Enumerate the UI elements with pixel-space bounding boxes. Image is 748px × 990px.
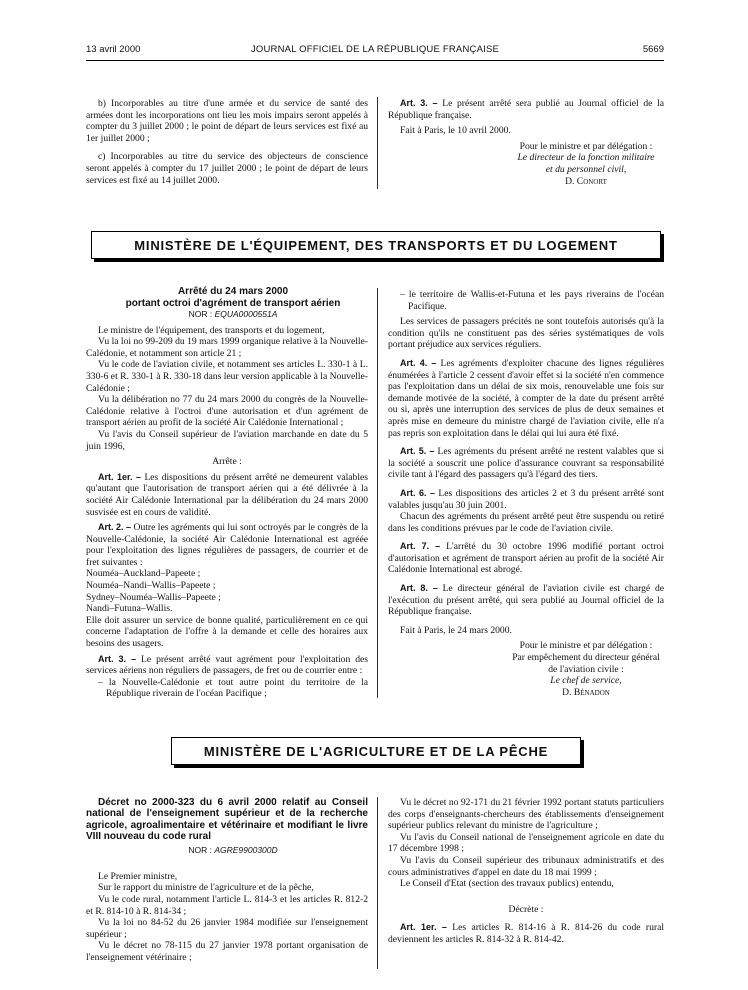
- paragraph-b: b) Incorporables au titre d'une armée et du service de santé des armées dont les incorporations ont lieu les mois impairs seront appelés à compter du 3 juillet 2000 ; le point de départ de leurs services est fixé au 1er juillet 2000 ;: [86, 98, 368, 144]
- decret-paragraph: Vu l'avis du Conseil national de l'enseignement agricole en date du 17 décembre 1998 ;: [388, 831, 664, 855]
- paragraph-c: c) Incorporables au titre du service des objecteurs de conscience seront appelés à compter du 17 juillet 2000 ; le point de départ de leurs services est fixé au 14 juillet 2000.: [86, 151, 368, 186]
- article-label: Art. 6. –: [400, 487, 435, 498]
- article-text: Le présent arrêté sera publié au Journal officiel de la République française.: [388, 98, 664, 121]
- arrete-subtitle: portant octroi d'agrément de transport aérien: [125, 297, 341, 309]
- article-text: Les articles R. 814-16 à R. 814-26 du code rural deviennent les articles R. 814-32 à R. 814-42.: [388, 922, 664, 945]
- route-item: Nouméa–Auckland–Papeete ;: [86, 568, 201, 580]
- decret-paragraph: Vu la loi no 84-52 du 26 janvier 1984 modifiée sur l'enseignement supérieur ;: [86, 917, 368, 940]
- ministry-banner: MINISTÈRE DE L'ÉQUIPEMENT, DES TRANSPORTS ET DU LOGEMENT: [91, 231, 661, 259]
- article-label: Art. 3. –: [98, 653, 137, 664]
- article-paragraph: Elle doit assurer un service de bonne qualité, particulièrement en ce qui concerne l'adaptation de l'offre à la demande et celle des horaires aux besoins des usagers.: [86, 614, 368, 650]
- page-number: 5669: [642, 44, 664, 55]
- signatory-name: D. Conort: [565, 175, 607, 187]
- article-label: Art. 1er. –: [400, 922, 447, 933]
- intro-paragraph: Vu la délibération no 77 du 24 mars 2000 du congrès de la Nouvelle-Calédonie relative à l'octroi d'une autorisation et d'un agrément de transport aérien au profit de la société Air Calédonie International ;: [86, 394, 368, 429]
- done-at: Fait à Paris, le 24 mars 2000.: [400, 624, 512, 636]
- issue-date: 13 avril 2000: [86, 44, 141, 55]
- signature-line: Le directeur de la fonction militaire: [517, 152, 655, 164]
- article-text: Les dispositions des articles 2 et 3 du présent arrêté sont valables jusqu'au 30 juin 2001.: [388, 487, 665, 511]
- route-item: Nouméa–Nandi–Wallis–Papeete ;: [86, 580, 216, 592]
- article-text: Le directeur général de l'aviation civile est chargé de l'exécution du présent arrêté, qui sera publié au Journal officiel de la République française.: [388, 583, 664, 618]
- article-paragraph: Chacun des agréments du présent arrêté peut être suspendu ou retiré dans les conditions prévues par le code de l'aviation civile.: [388, 511, 664, 534]
- article-label: Art. 3. –: [400, 98, 438, 108]
- ministry-banner: MINISTÈRE DE L'AGRICULTURE ET DE LA PÊCHE: [171, 737, 581, 765]
- arrete-word: Arrête :: [212, 456, 242, 468]
- route-item: Sydney–Nouméa–Wallis–Papeete ;: [86, 591, 221, 603]
- running-header: [86, 44, 664, 58]
- article-text: Les agréments du présent arrêté ne restent valables que si la société a souscrit une police d'assurance couvrant sa responsabilité civile tant à l'égard des passagers qu'à l'égard des tiers.: [388, 446, 664, 481]
- signature-line: et du personnel civil,: [545, 163, 627, 175]
- journal-title: JOURNAL OFFICIEL DE LA RÉPUBLIQUE FRANÇAISE: [250, 44, 500, 55]
- top-right-column: [388, 98, 664, 187]
- decret-paragraph: Vu le décret no 78-115 du 27 janvier 1978 portant organisation de l'enseignement vétérinaire ;: [86, 940, 368, 963]
- column-divider: [377, 97, 378, 189]
- article-text: Le présent arrêté vaut agrément pour l'exploitation des services aériens non réguliers de passagers, de fret ou de courrier entre :: [86, 653, 368, 677]
- decrete-word: Décrète :: [508, 903, 544, 915]
- decret-paragraph: Le Premier ministre,: [98, 870, 178, 882]
- arrete-right-column: [388, 289, 664, 698]
- nor-code: AGRE9900300D: [214, 845, 278, 856]
- article-text: Les dispositions du présent arrêté ne demeurent valables qu'autant que l'autorisation de transport aérien qui a été délivrée à la société Air Calédonie International par la délibération du 24 mars 2000 susvisée est en cours de validité.: [86, 471, 369, 518]
- list-item: – la Nouvelle-Calédonie et tout autre point du territoire de la République riverain de l'océan Pacifique ;: [98, 676, 368, 700]
- decret-title: Décret no 2000-323 du 6 avril 2000 relatif au Conseil national de l'enseignement supérieur et de la recherche agricole, agroalimentaire et vétérinaire et modifiant le livre VIII nouveau du code rural: [86, 797, 368, 842]
- decret-paragraph: Sur le rapport du ministre de l'agriculture et de la pêche,: [98, 882, 314, 894]
- column-divider: [377, 288, 378, 698]
- decret-right-column: [388, 797, 664, 946]
- article-text: Outre les agréments qui lui sont octroyés par le congrès de la Nouvelle-Calédonie, la société Air Calédonie International est agréée pour l'exploitation des lignes régulières de passagers, de courrier et de fret suivantes :: [86, 522, 368, 568]
- signature-line: Par empêchement du directeur général: [512, 652, 660, 664]
- decret-paragraph: Vu le code rural, notamment l'article L. 814-3 et les articles R. 812-2 et R. 814-10 à R. 814-34 ;: [86, 893, 368, 917]
- signature-line: de l'aviation civile :: [548, 663, 624, 675]
- decret-paragraph: Vu l'avis du Conseil supérieur des tribunaux administratifs et des cours administratives d'appel en date du 18 mai 1999 ;: [388, 854, 664, 878]
- top-left-column: [86, 98, 368, 186]
- intro-paragraph: Vu le code de l'aviation civile, et notamment ses articles L. 330-1 à L. 330-6 et R. 330-1 à R. 330-18 dans leur version applicable à la Nouvelle-Calédonie ;: [86, 359, 368, 394]
- decret-paragraph: Vu le décret no 92-171 du 21 février 1992 portant statuts particuliers des corps d'enseignants-chercheurs des établissements d'enseignement supérieur publics relevant du ministre de l'agriculture ;: [388, 797, 664, 832]
- nor-reference: NOR : EQUA0000551A: [188, 309, 278, 319]
- arrete-title: Arrêté du 24 mars 2000: [177, 286, 289, 297]
- list-item: – le territoire de Wallis-et-Futuna et les pays riverains de l'océan Pacifique.: [400, 289, 664, 312]
- nor-code: EQUA0000551A: [214, 309, 278, 319]
- nor-reference: NOR : AGRE9900300D: [188, 845, 278, 856]
- article-label: Art. 2. –: [98, 522, 132, 533]
- column-divider: [377, 797, 378, 969]
- signature-line: Pour le ministre et par délégation :: [519, 140, 653, 152]
- route-item: Nandi–Futuna–Wallis.: [86, 603, 173, 615]
- intro-paragraph: Le ministre de l'équipement, des transports et du logement,: [98, 324, 325, 336]
- article-paragraph: Les services de passagers précités ne sont toutefois autorisés qu'à la condition qu'ils ne constituent pas des séries systématiques de vols portant préjudice aux services réguliers.: [388, 316, 664, 351]
- signatory-name: D. Bénadon: [562, 686, 610, 698]
- article-label: Art. 4. –: [400, 357, 437, 368]
- article-label: Art. 8. –: [400, 583, 438, 594]
- article-label: Art. 7. –: [400, 541, 441, 552]
- signature-line: Pour le ministre et par délégation :: [519, 640, 653, 652]
- article-text: Les agréments d'exploiter chacune des lignes régulières énumérées à l'article 2 cessent d'avoir effet si la société n'en commence pas l'exploitation dans un délai de six mois, renouvelable une fois sur demande motivée de la société, à compter de la date du présent arrêté ou si, après une interruption des services de plus de deux semaines et après mise en demeure du ministre chargé de l'aviation civile, elle n'a pas repris son exploitation dans le délai qui lui aura été fixé.: [388, 357, 664, 439]
- decret-left-column: [86, 797, 368, 964]
- article-text: L'arrêté du 30 octobre 1996 modifié portant octroi d'autorisation et agrément de transport aérien au profit de la société Air Calédonie International est abrogé.: [388, 541, 664, 576]
- article-label: Art. 5. –: [400, 446, 435, 457]
- intro-paragraph: Vu l'avis du Conseil supérieur de l'aviation marchande en date du 5 juin 1996,: [86, 428, 368, 452]
- arrete-left-column: [86, 286, 368, 700]
- decret-paragraph: Le Conseil d'Etat (section des travaux publics) entendu,: [400, 878, 614, 890]
- intro-paragraph: Vu la loi no 99-209 du 19 mars 1999 organique relative à la Nouvelle-Calédonie, et notamment son article 21 ;: [86, 336, 368, 359]
- signature-line: Le chef de service,: [550, 675, 622, 687]
- done-at: Fait à Paris, le 10 avril 2000.: [400, 125, 511, 137]
- header-rule: [86, 60, 664, 61]
- article-label: Art. 1er. –: [98, 471, 142, 482]
